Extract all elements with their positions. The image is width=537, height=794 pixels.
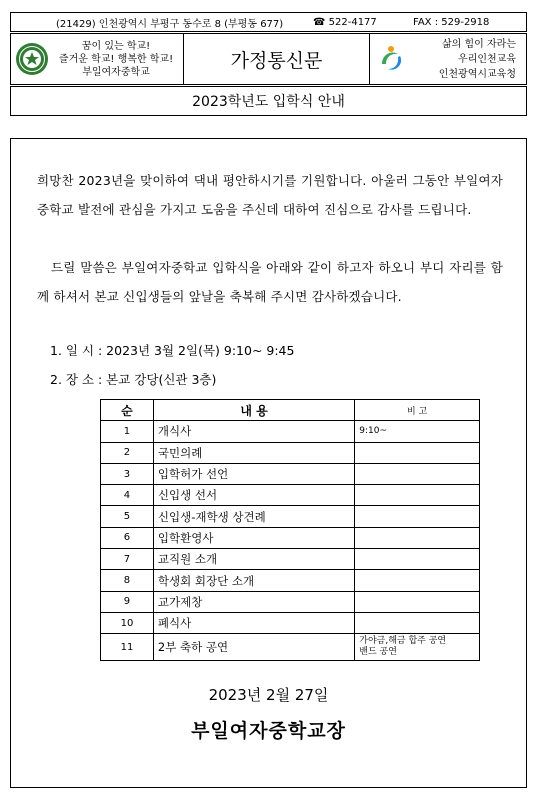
row-content: 신입생-재학생 상견례 bbox=[153, 506, 354, 527]
education-office-logo-icon bbox=[376, 44, 406, 74]
row-number: 1 bbox=[101, 421, 154, 442]
school-logo-icon bbox=[15, 42, 49, 76]
event-location: 2. 장 소 : 본교 강당(신관 3층) bbox=[50, 372, 217, 387]
newsletter-title: 가정통신문 bbox=[184, 34, 370, 84]
row-number: 2 bbox=[101, 442, 154, 463]
fax-text: FAX : 529-2918 bbox=[413, 16, 490, 28]
table-row bbox=[101, 527, 480, 548]
newsletter-header bbox=[10, 33, 527, 85]
table-row bbox=[101, 591, 480, 612]
table-row bbox=[101, 421, 480, 442]
header-content: 내 용 bbox=[153, 400, 354, 421]
row-content: 2부 축하 공연 bbox=[153, 634, 354, 661]
row-content: 개식사 bbox=[153, 421, 354, 442]
table-row bbox=[101, 570, 480, 591]
phone-text: ☎ 522-4177 bbox=[313, 16, 377, 28]
school-block bbox=[11, 34, 184, 84]
office-motto-1: 삶의 힘이 자라는 bbox=[442, 38, 516, 50]
issue-date: 2023년 2월 27일 bbox=[208, 686, 329, 704]
row-content: 입학환영사 bbox=[153, 527, 354, 548]
row-note bbox=[355, 506, 480, 527]
row-note bbox=[355, 527, 480, 548]
row-note bbox=[355, 612, 480, 633]
row-note bbox=[355, 549, 480, 570]
row-content: 국민의례 bbox=[153, 442, 354, 463]
row-note bbox=[355, 485, 480, 506]
row-number: 11 bbox=[101, 634, 154, 661]
school-name: 부일여자중학교 bbox=[82, 66, 150, 78]
table-row bbox=[101, 634, 480, 661]
table-row bbox=[101, 485, 480, 506]
row-number: 10 bbox=[101, 612, 154, 633]
program-table bbox=[100, 399, 480, 661]
table-header-row bbox=[101, 400, 480, 421]
table-row bbox=[101, 612, 480, 633]
slogan-line-2: 즐거운 학교! 행복한 학교! bbox=[58, 53, 174, 65]
address-text: (21429) 인천광역시 부평구 동수로 8 (부평동 677) bbox=[56, 18, 284, 30]
row-number: 4 bbox=[101, 485, 154, 506]
row-note bbox=[355, 442, 480, 463]
principal-signature: 부일여자중학교장 bbox=[191, 720, 346, 742]
address-bar bbox=[10, 12, 527, 32]
row-note bbox=[355, 463, 480, 484]
row-note: 가야금,해금 합주 공연 밴드 공연 bbox=[355, 634, 480, 661]
row-content: 입학허가 선언 bbox=[153, 463, 354, 484]
header-note: 비 고 bbox=[355, 400, 480, 421]
slogan-line-1: 꿈이 있는 학교! bbox=[81, 40, 151, 52]
row-content: 폐식사 bbox=[153, 612, 354, 633]
row-number: 6 bbox=[101, 527, 154, 548]
row-note bbox=[355, 570, 480, 591]
event-datetime: 1. 일 시 : 2023년 3월 2일(목) 9:10~ 9:45 bbox=[50, 343, 295, 358]
office-text bbox=[406, 37, 526, 82]
row-number: 8 bbox=[101, 570, 154, 591]
office-block bbox=[370, 34, 526, 84]
row-content: 교직원 소개 bbox=[153, 549, 354, 570]
row-number: 3 bbox=[101, 463, 154, 484]
school-slogan bbox=[49, 40, 183, 79]
greeting-paragraph: 희망찬 2023년을 맞이하여 댁내 평안하시기를 기원합니다. 아울러 그동안 부일여자중학교 발전에 관심을 가지고 도움을 주신데 대하여 진심으로 감사를 드립니다. bbox=[37, 173, 503, 217]
page-title: 2023학년도 입학식 안내 bbox=[10, 86, 527, 116]
table-row bbox=[101, 549, 480, 570]
office-name: 인천광역시교육청 bbox=[438, 68, 516, 80]
row-note bbox=[355, 591, 480, 612]
row-number: 9 bbox=[101, 591, 154, 612]
table-row bbox=[101, 442, 480, 463]
row-content: 학생회 회장단 소개 bbox=[153, 570, 354, 591]
row-content: 신입생 선서 bbox=[153, 485, 354, 506]
office-motto-2: 우리인천교육 bbox=[458, 53, 516, 65]
table-row bbox=[101, 463, 480, 484]
invitation-paragraph: 드릴 말씀은 부일여자중학교 입학식을 아래와 같이 하고자 하오니 부디 자리를 함께 하셔서 본교 신입생들의 앞날을 축복해 주시면 감사하겠습니다. bbox=[37, 260, 503, 304]
table-row bbox=[101, 506, 480, 527]
row-note: 9:10~ bbox=[355, 421, 480, 442]
row-number: 7 bbox=[101, 549, 154, 570]
header-no: 순 bbox=[101, 400, 154, 421]
row-content: 교가제창 bbox=[153, 591, 354, 612]
row-number: 5 bbox=[101, 506, 154, 527]
